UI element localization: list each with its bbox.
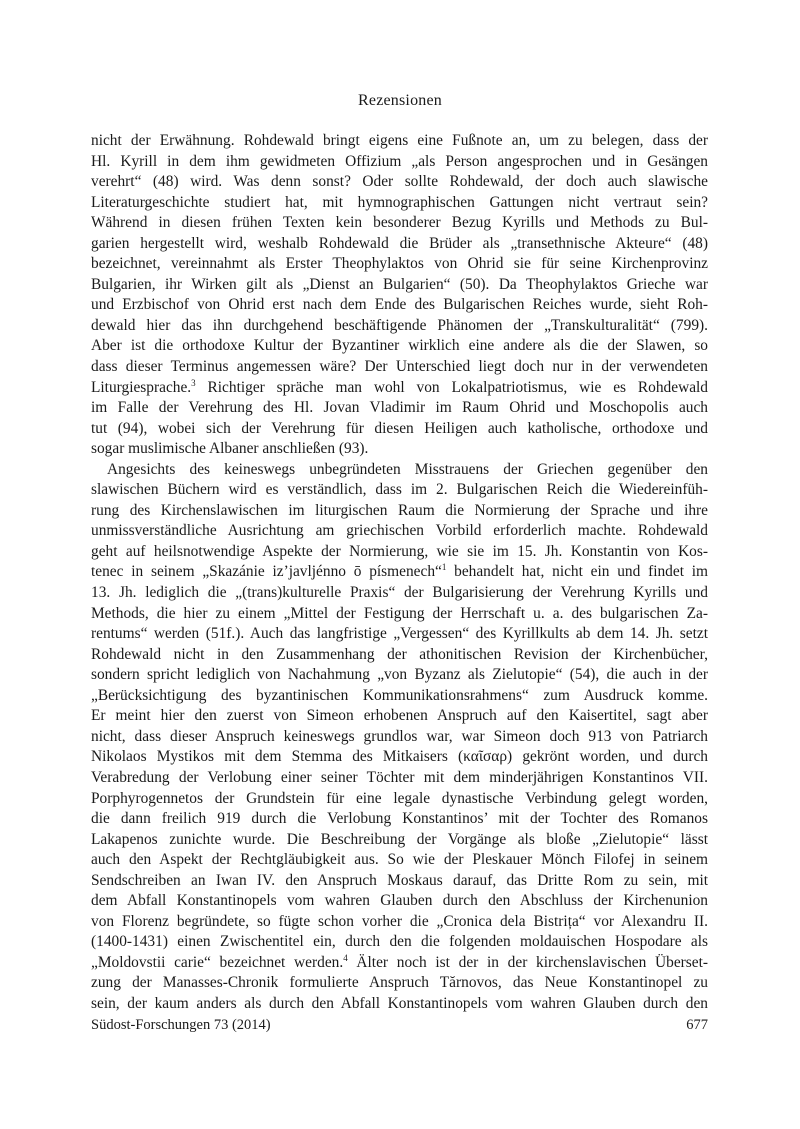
text-segment: Literaturgeschichte studiert hat, mit hymnographischen Gattungen nicht vertraut sein? [91, 193, 708, 211]
text-segment: Aber ist die orthodoxe Kultur der Byzantiner wirklich eine andere als die der Slawen, so [91, 337, 708, 355]
text-segment: bezeichnet, vereinnahmt als Erster Theophylaktos von Ohrid sie für seine Kirchenprovinz [91, 255, 708, 273]
text-line [91, 747, 708, 768]
text-segment: von Florenz begründete, so fügte schon vorher die „Cronica dela Bistrița“ vor Alexandru II. [91, 912, 708, 930]
text-segment: tut (94), wobei sich der Verehrung für diesen Heiligen auch katholische, orthodoxe und [91, 419, 708, 437]
text-line [91, 439, 708, 460]
text-segment: nicht der Erwähnung. Rohdewald bringt eigens eine Fußnote an, um zu belegen, dass der [91, 132, 708, 149]
text-segment: sein, der kaum anders als durch den Abfall Konstantinopels vom wahren Glauben durch den [91, 994, 708, 1012]
text-line [91, 562, 708, 583]
text-segment: „Moldovstii carie“ bezeichnet werden. [91, 953, 344, 971]
text-segment: die dann freilich 919 durch die Verlobung Konstantinos’ mit der Tochter des Romanos [91, 810, 708, 828]
text-segment: Älter noch ist der in der kirchenslavischen Überset- [347, 953, 709, 971]
text-line [91, 501, 708, 522]
text-segment: behandelt hat, nicht ein und findet im [446, 563, 708, 581]
text-line [91, 542, 708, 563]
text-line [91, 172, 708, 193]
text-segment: Richtiger spräche man wohl von Lokalpatriotismus, wie es Rohdewald [195, 378, 708, 396]
text-line [91, 521, 708, 542]
text-segment: unmissverständliche Ausrichtung am griechischen Vorbild erforderlich machte. Rohdewald [91, 522, 708, 540]
text-segment: Hl. Kyrill in dem ihm gewidmeten Offizium „als Person angesprochen und in Gesängen [91, 152, 708, 170]
text-line [91, 665, 708, 686]
text-line [91, 275, 708, 296]
text-segment: dewald hier das ihn durchgehend beschäftigende Phänomen der „Transkulturalität“ (799). [91, 316, 708, 334]
text-line [91, 152, 708, 173]
text-segment: Angesichts des keineswegs unbegründeten Misstrauens der Griechen gegenüber den [107, 460, 708, 478]
text-line [91, 357, 708, 378]
text-line [91, 131, 708, 152]
text-line [91, 336, 708, 357]
text-segment: Sendschreiben an Iwan IV. den Anspruch Moskaus darauf, das Dritte Rom zu sein, mit [91, 871, 708, 889]
text-line [91, 686, 708, 707]
text-segment: nicht, dass dieser Anspruch keineswegs grundlos war, war Simeon doch 913 von Patriarch [91, 727, 708, 745]
text-segment: verehrt“ (48) wird. Was denn sonst? Oder sollte Rohdewald, der doch auch slawische [91, 173, 708, 191]
text-line [91, 727, 708, 748]
text-line [91, 973, 708, 994]
text-line [91, 809, 708, 830]
text-line [91, 624, 708, 645]
text-line [91, 460, 708, 481]
text-line [91, 789, 708, 810]
text-line [91, 994, 708, 1015]
text-line [91, 419, 708, 440]
text-line [91, 604, 708, 625]
text-line [91, 871, 708, 892]
text-segment: Porphyrogennetos der Grundstein für eine legale dynastische Verbindung gelegt worden, [91, 789, 708, 807]
text-line [91, 953, 708, 974]
footer-journal: Südost-Forschungen 73 (2014) [91, 1017, 271, 1033]
text-segment: 13. Jh. lediglich die „(trans)kulturelle Praxis“ der Bulgarisierung der Verehrung Kyrills und [91, 584, 708, 602]
text-segment: Bulgarien, ihr Wirken gilt als „Dienst an Bulgarien“ (50). Da Theophylaktos Grieche war [91, 275, 708, 293]
body-text [91, 131, 708, 1015]
text-line [91, 645, 708, 666]
text-segment: slawischen Büchern wird es verständlich, dass im 2. Bulgarischen Reich die Wiedereinfüh- [91, 481, 708, 499]
text-segment: Verabredung der Verlobung einer seiner Töchter mit dem minderjährigen Konstantinos VII. [91, 768, 708, 786]
text-line [91, 378, 708, 399]
text-segment: dem Abfall Konstantinopels vom wahren Glauben durch den Abschluss der Kirchenunion [91, 892, 708, 910]
text-segment: sondern spricht lediglich von Nachahmung „von Byzanz als Zielutopie“ (54), die auch in der [91, 666, 708, 684]
text-line [91, 583, 708, 604]
text-segment: Lakapenos zunichte wurde. Die Beschreibung der Vorgänge als bloße „Zielutopie“ lässt [91, 830, 708, 848]
text-segment: Methods, die hier zu einem „Mittel der Festigung der Herrschaft u. a. des bulgarischen Za- [91, 604, 708, 622]
footnote-marker: 4 [343, 952, 348, 963]
text-line [91, 768, 708, 789]
text-line [91, 912, 708, 933]
text-segment: im Falle der Verehrung des Hl. Jovan Vladimir im Raum Ohrid und Moschopolis auch [91, 399, 708, 417]
text-line [91, 193, 708, 214]
text-segment: Rohdewald nicht in den Zusammenhang der athonitischen Revision der Kirchenbücher, [91, 645, 708, 663]
text-line [91, 830, 708, 851]
page-number: 677 [686, 1017, 708, 1033]
text-segment: rung des Kirchenslawischen im liturgischen Raum die Normierung der Sprache und ihre [91, 501, 708, 519]
text-line [91, 254, 708, 275]
text-line [91, 706, 708, 727]
text-segment: zung der Manasses-Chronik formulierte Anspruch Tărnovos, das Neue Konstantinopel zu [91, 974, 708, 992]
text-segment: (1400-1431) einen Zwischentitel ein, durch den die folgenden moldauischen Hospodare als [91, 933, 708, 951]
text-line [91, 932, 708, 953]
text-segment: geht auf heilsnotwendige Aspekte der Normierung, wie sie im 15. Jh. Konstantin von Kos- [91, 542, 708, 560]
text-segment: Liturgiesprache. [91, 378, 192, 396]
text-line [91, 295, 708, 316]
text-line [91, 213, 708, 234]
text-segment: auch den Aspekt der Rechtgläubigkeit aus. So wie der Pleskauer Mönch Filofej in seinem [91, 851, 708, 869]
running-head: Rezensionen [358, 92, 442, 109]
text-segment: Während in diesen frühen Texten kein besonderer Bezug Kyrills und Methods zu Bul- [91, 214, 708, 232]
text-segment: sogar muslimische Albaner anschließen (93). [91, 440, 369, 458]
text-line [91, 398, 708, 419]
footnote-marker: 1 [441, 562, 447, 573]
text-line [91, 234, 708, 255]
text-segment: garien hergestellt wird, weshalb Rohdewald die Brüder als „transethnische Akteure“ (48) [91, 234, 708, 252]
text-line [91, 316, 708, 337]
text-segment: Er meint hier den zuerst von Simeon erhobenen Anspruch auf den Kaisertitel, sagt aber [91, 707, 708, 725]
text-segment: und Erzbischof von Ohrid erst nach dem Ende des Bulgarischen Reiches wurde, sieht Roh- [91, 296, 708, 314]
footnote-marker: 3 [191, 377, 196, 388]
text-line [91, 480, 708, 501]
text-segment: Nikolaos Mystikos mit dem Stemma des Mitkaisers (καῖσαρ) gekrönt worden, und durch [91, 748, 708, 766]
text-segment: dass dieser Terminus angemessen wäre? Der Unterschied liegt doch nur in der verwendeten [91, 358, 708, 376]
text-line [91, 850, 708, 871]
text-segment: rentums“ werden (51f.). Auch das langfristige „Vergessen“ des Kyrillkults ab dem 14. Jh. setzt [91, 625, 708, 643]
text-line [91, 891, 708, 912]
text-segment: „Berücksichtigung des byzantinischen Kommunikationsrahmens“ zum Ausdruck komme. [91, 686, 708, 704]
text-segment: tenec in seinem „Skazánie iz’javljénno ō písmenech“ [91, 563, 442, 581]
